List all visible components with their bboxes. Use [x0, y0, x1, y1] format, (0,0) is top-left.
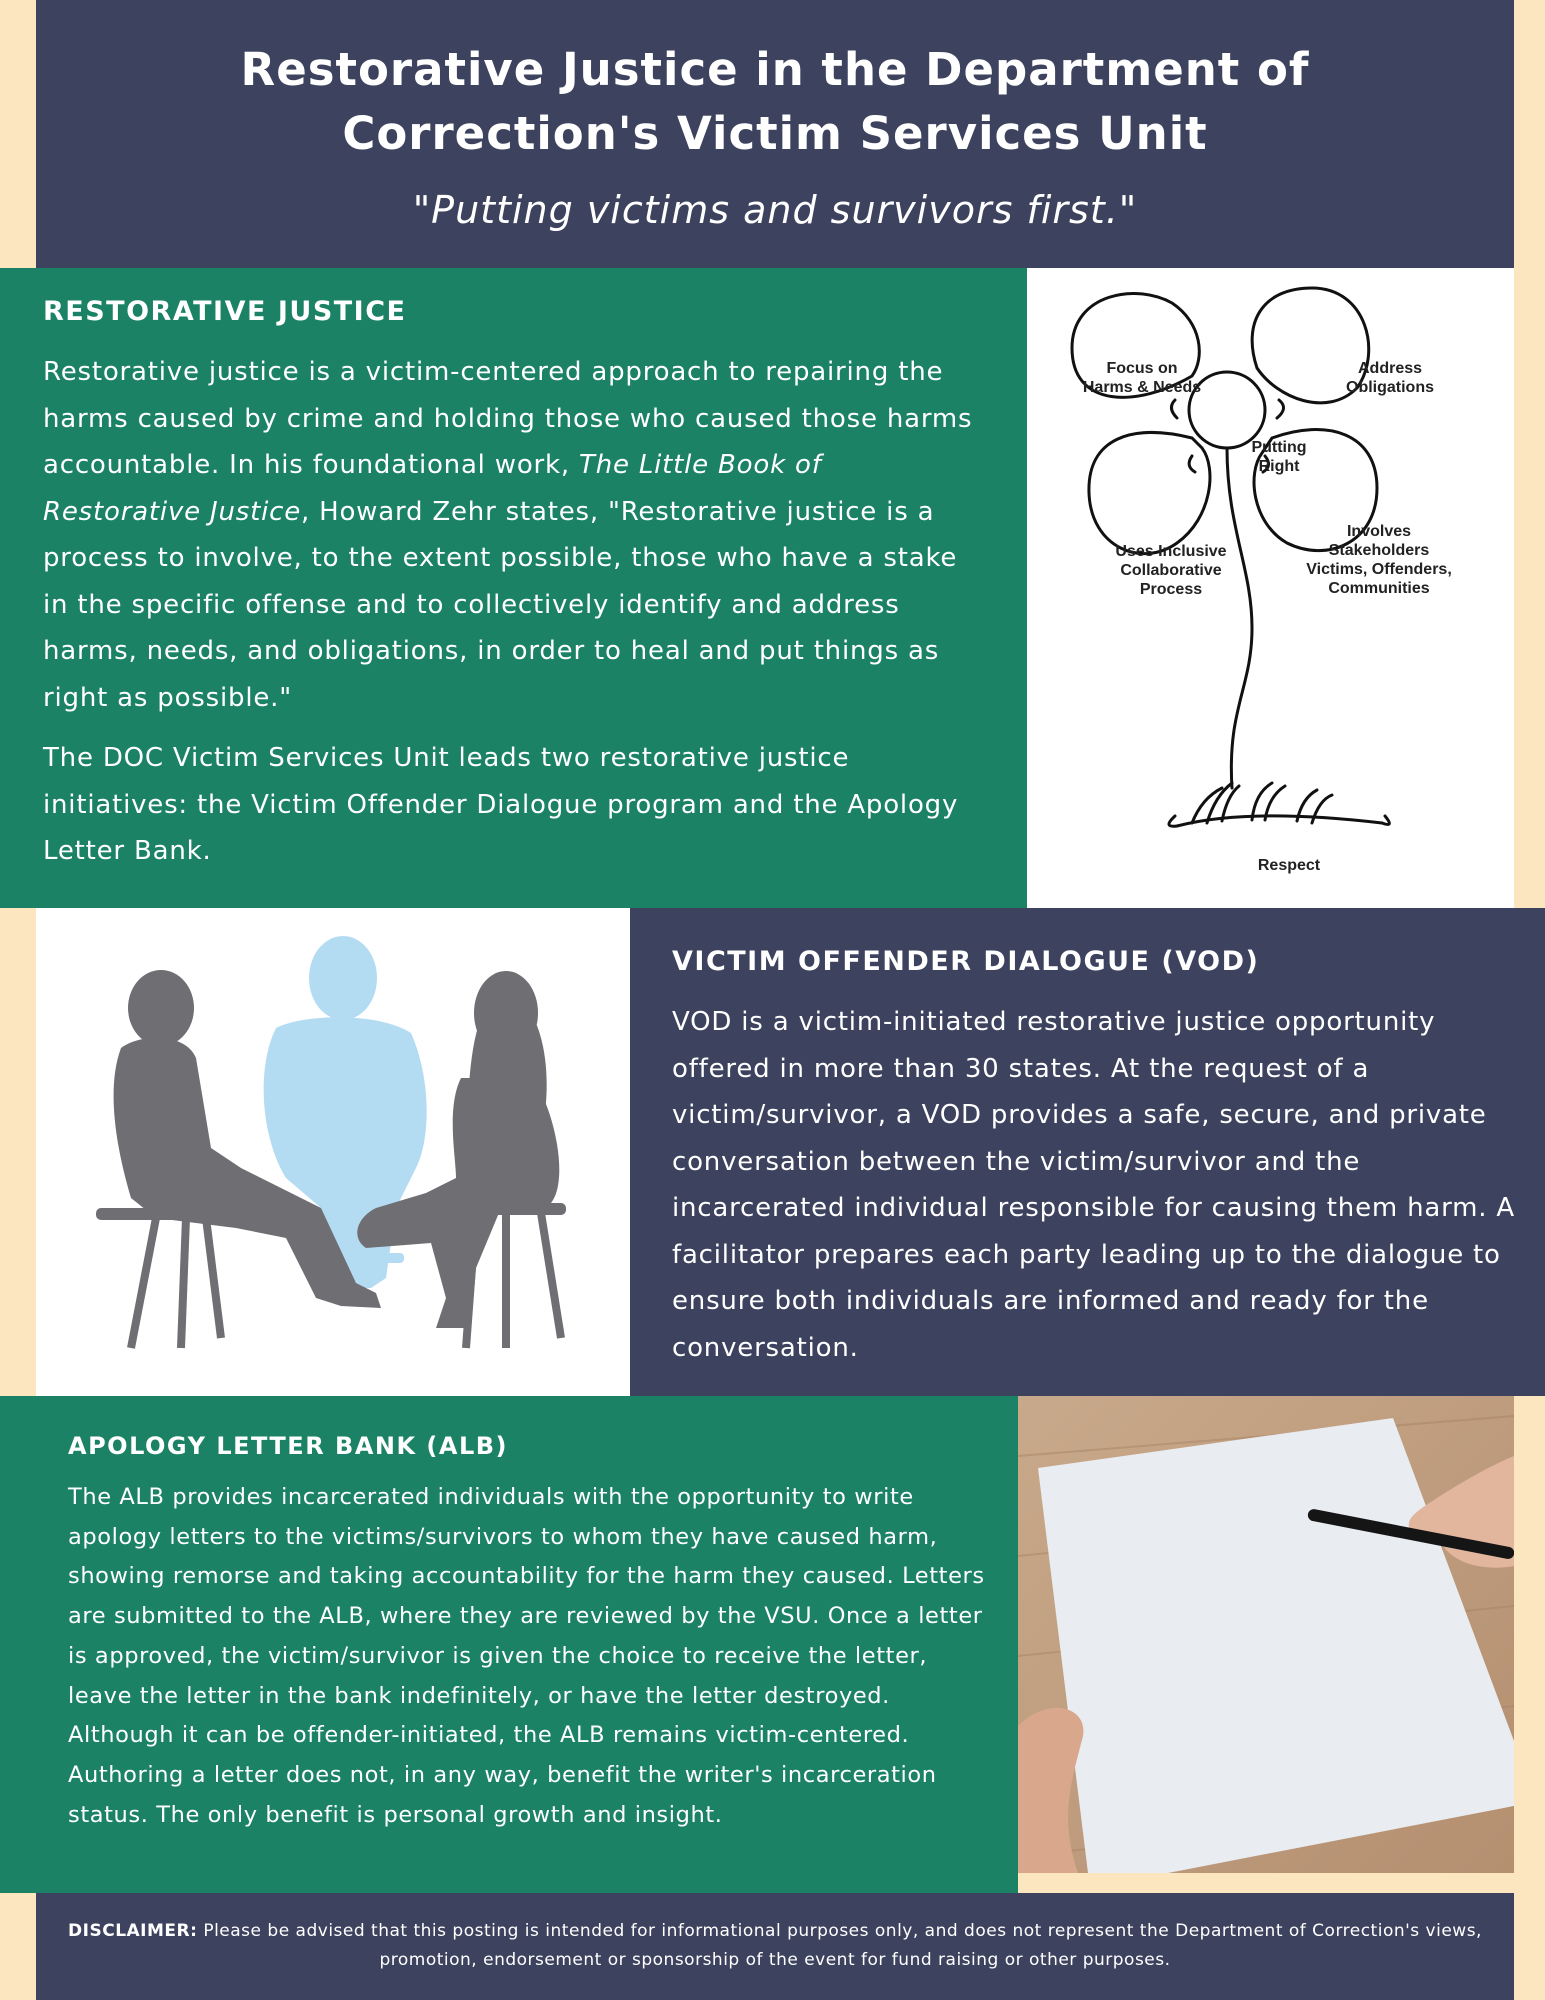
tagline: "Putting victims and survivors first.": [412, 188, 1138, 232]
petal-bottom-right-label-1: Involves: [1346, 523, 1412, 540]
flower-diagram-panel: [1027, 268, 1514, 908]
three-people-silhouette-illustration: [36, 908, 630, 1396]
alb-body: The ALB provides incarcerated individuals with the opportunity to write apology letters to the victims/survivors to whom they have caused harm, showing remorse and taking accountability for the harm they caused. Letters are submitted to the ALB, where they are reviewed by the VSU. Once a letter is approved, the victim/survivor is given the choice to receive the letter, leave the letter in the bank indefinitely, or have the letter destroyed. Although it can be offender-initiated, the ALB remains victim-centered. Authoring a letter does not, in any way, benefit the writer's incarceration status. The only benefit is personal growth and insight.: [68, 1484, 985, 1828]
petal-bottom-left-label-2: Collaborative: [1120, 562, 1222, 579]
restorative-justice-paragraph-2: The DOC Victim Services Unit leads two restorative justice initiatives: the Victim Offender Dialogue program and the Apology Letter Bank.: [43, 743, 959, 866]
disclaimer-body: Please be advised that this posting is intended for informational purposes only, and does not represent the Department of Correction's views, promotion, endorsement or sponsorship of the event for fund raising or other purposes.: [197, 1921, 1482, 1970]
restorative-justice-flower-diagram: [1027, 268, 1514, 908]
rj-p1-end: , Howard Zehr states, "Restorative justice is a process to involve, to the extent possible, those who have a stake in the specific offense and to collectively identify and address harms, needs, and obligations, in order to heal and put things as right as possible.": [43, 496, 958, 713]
vod-heading: VICTIM OFFENDER DIALOGUE (VOD): [672, 946, 1260, 977]
center-label-2: Right: [1258, 458, 1300, 475]
petal-bottom-left-label-1: Uses Inclusive: [1115, 543, 1227, 560]
page-title-line-2: Correction's Victim Services Unit: [342, 107, 1208, 160]
petal-top-left-label-2: Harms & Needs: [1082, 379, 1202, 396]
writing-letter-photo: [1018, 1396, 1514, 1873]
root-label: Respect: [1257, 857, 1321, 874]
rj-p1-start: Restorative justice is a victim-centered approach to repairing the harms caused by crime and holding those who caused those harms accountable. In his foundational work,: [43, 357, 973, 480]
petal-top-left-label-1: Focus on: [1106, 360, 1178, 377]
restorative-justice-section: [0, 268, 1027, 908]
petal-bottom-left-label-3: Process: [1139, 581, 1203, 598]
petal-bottom-right-label-4: Communities: [1328, 580, 1430, 597]
disclaimer-label: DISCLAIMER:: [68, 1921, 198, 1941]
petal-top-right-label-1: Address: [1357, 360, 1423, 377]
hand-writing-on-paper-illustration: [1018, 1396, 1514, 1873]
header-banner: [36, 0, 1514, 268]
restorative-justice-heading: RESTORATIVE JUSTICE: [43, 296, 407, 327]
petal-bottom-left-outline: [1089, 433, 1210, 554]
alb-section: [0, 1396, 1018, 1893]
disclaimer-footer: [36, 1893, 1514, 2000]
petal-top-right-label-2: Obligations: [1346, 379, 1434, 396]
page-title-line-1: Restorative Justice in the Department of: [240, 43, 1310, 96]
page-title: [36, 0, 1514, 166]
restorative-justice-paragraph-1: [43, 349, 987, 721]
vod-body: VOD is a victim-initiated restorative justice opportunity offered in more than 30 states. At the request of a victim/survivor, a VOD provides a safe, secure, and private conversation between the victim/survivor and the incarcerated individual responsible for causing them harm. A facilitator prepares each party leading up to the dialogue to ensure both individuals are informed and ready for the conversation.: [672, 1007, 1515, 1363]
disclaimer-text: [36, 1917, 1514, 1975]
center-label-1: Putting: [1251, 439, 1307, 456]
petal-bottom-right-label-2: Stakeholders: [1328, 542, 1430, 559]
book-title: The Little Book of Restorative Justice: [43, 450, 822, 527]
petal-bottom-right-label-3: Victims, Offenders,: [1306, 561, 1452, 578]
flower-stem: [1227, 448, 1252, 788]
alb-heading: APOLOGY LETTER BANK (ALB): [68, 1432, 509, 1460]
dialogue-silhouettes-image: [36, 908, 630, 1396]
vod-section: [630, 908, 1545, 1396]
